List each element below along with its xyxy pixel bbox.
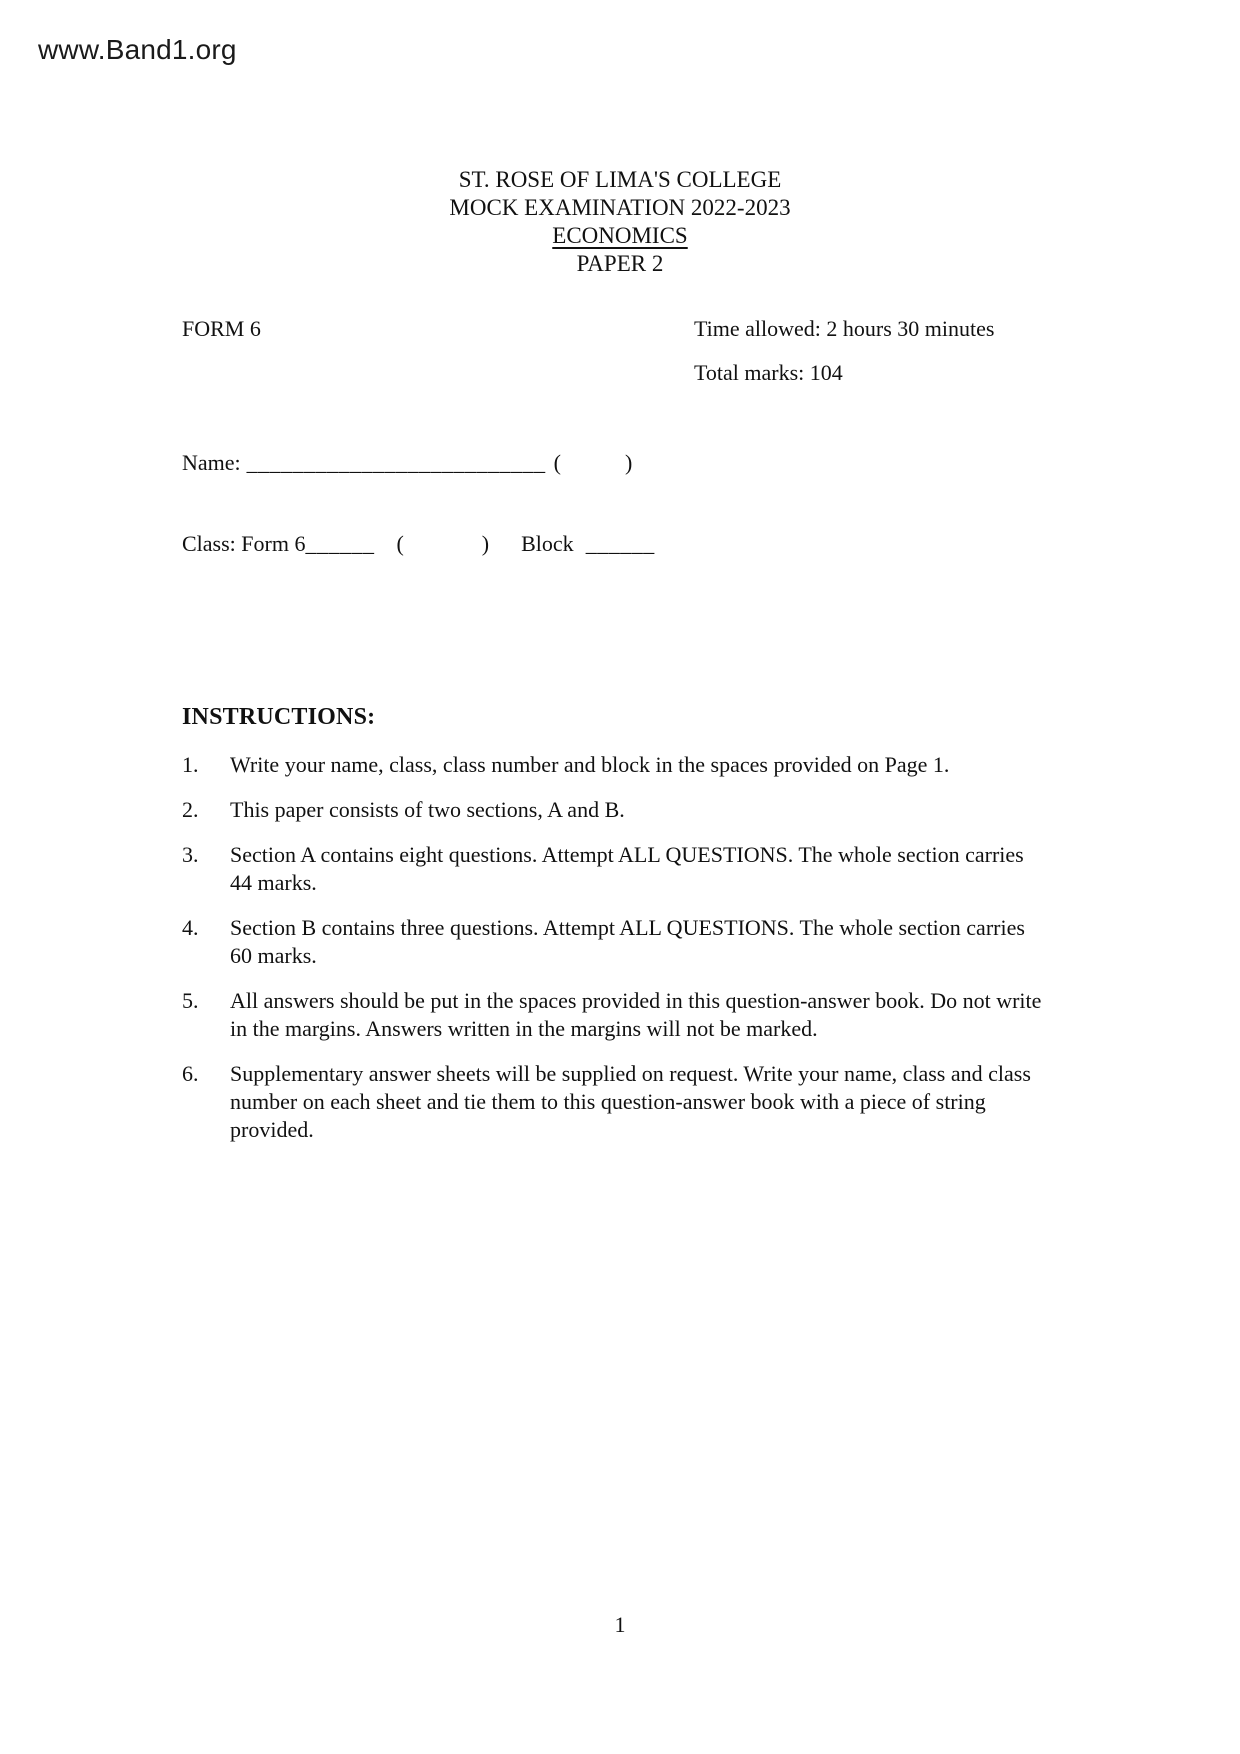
name-label: Name: [182,450,241,475]
instruction-item [182,987,1050,1043]
instruction-item [182,751,1050,779]
paper-number: PAPER 2 [576,251,664,276]
instruction-number: 6. [182,1061,199,1086]
instruction-text: Section A contains eight questions. Attempt ALL QUESTIONS. The whole section carries 44 marks. [230,842,1024,895]
name-blank-line: __________________________ [246,450,546,475]
instruction-number: 4. [182,915,199,940]
class-field-row [182,531,655,557]
instruction-text: Section B contains three questions. Attempt ALL QUESTIONS. The whole section carries 60 marks. [230,915,1025,968]
instruction-text: All answers should be put in the spaces provided in this question-answer book. Do not write in the margins. Answers written in the margins will not be marked. [230,988,1042,1041]
site-watermark: www.Band1.org [38,34,237,65]
instructions-list [182,751,1050,1161]
name-paren-open: ( [553,450,561,475]
block-blank-line: ______ [585,531,655,556]
instruction-item [182,1060,1050,1144]
instructions-heading: INSTRUCTIONS: [182,704,376,730]
page-number: 1 [614,1612,626,1637]
instruction-item [182,796,1050,824]
name-paren-close: ) [624,450,633,475]
class-paren-close: ) [481,531,490,556]
class-blank-line: ______ [305,531,375,556]
instruction-text: This paper consists of two sections, A and B. [230,797,625,822]
subject-title: ECONOMICS [552,223,688,248]
instruction-number: 5. [182,988,199,1013]
instruction-text: Supplementary answer sheets will be supplied on request. Write your name, class and class number on each sheet and tie them to this question-answer book with a piece of string provided. [230,1061,1031,1142]
exam-title: MOCK EXAMINATION 2022-2023 [449,195,791,220]
instruction-text: Write your name, class, class number and block in the spaces provided on Page 1. [230,752,950,777]
class-paren-open: ( [396,531,404,556]
time-allowed: Time allowed: 2 hours 30 minutes [694,316,995,341]
total-marks: Total marks: 104 [694,360,843,385]
block-label: Block [521,531,574,556]
instruction-item [182,841,1050,897]
school-name: ST. ROSE OF LIMA'S COLLEGE [458,167,782,192]
instruction-number: 3. [182,842,199,867]
title-block [0,166,1240,278]
instruction-number: 1. [182,752,199,777]
instruction-number: 2. [182,797,199,822]
instruction-item [182,914,1050,970]
class-label: Class: Form 6 [182,531,306,556]
name-field-row [182,450,632,476]
form-level: FORM 6 [182,316,261,341]
